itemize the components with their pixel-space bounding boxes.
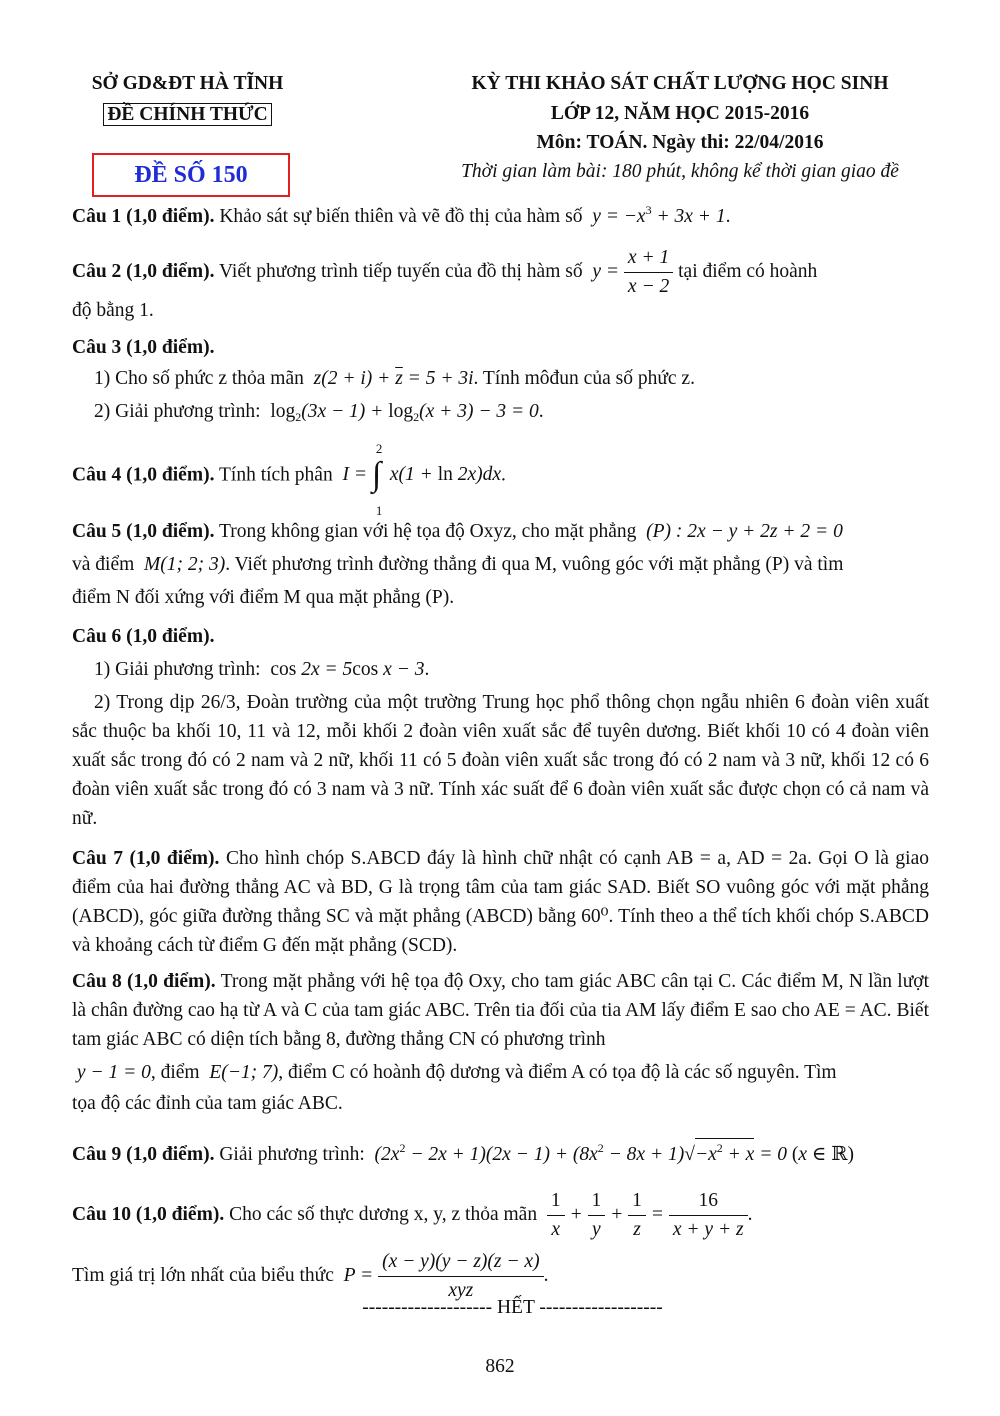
q5-plane-formula: (P) : 2x − y + 2z + 2 = 0 <box>641 521 843 542</box>
q2-label: Câu 2 (1,0 điểm). <box>72 261 215 283</box>
q3-label: Câu 3 (1,0 điểm). <box>72 337 215 358</box>
q5-line-3: điểm N đối xứng với điểm M qua mặt phẳng (P). <box>72 587 455 608</box>
q3-part-2-text: 2) Giải phương trình: <box>94 401 261 422</box>
q1-formula: $y = -x^3 + 3x + 1$ <box>587 203 726 227</box>
q8-label: Câu 8 (1,0 điểm). <box>72 971 216 992</box>
exam-number: ĐỀ SỐ 150 <box>134 161 248 188</box>
exam-title: KỲ THI KHẢO SÁT CHẤT LƯỢNG HỌC SINH <box>471 73 889 94</box>
q3-part-1-text: 1) Cho số phức z thỏa mãn <box>94 368 304 389</box>
q5-label: Câu 5 (1,0 điểm). <box>72 521 215 542</box>
department-name: SỞ GD&ĐT HÀ TĨNH <box>91 73 284 94</box>
question-10: Câu 10 (1,0 điểm). Cho các số thực dương x, y, z thỏa mãn $\frac{1}{x}$ + $\frac{1}{y}$ + $\frac{1}{z}$ = $\frac{16}{x + y + z}$ . <box>72 1187 929 1245</box>
q8-line-cn: y − 1 = 0 <box>72 1062 151 1083</box>
question-9 <box>72 1138 929 1169</box>
q7-text: Cho hình chóp S.ABCD đáy là hình chữ nhật có cạnh AB = a, AD = 2a. Gọi O là giao điểm của hai đường thẳng AC và BD, G là trọng tâm của tam giác SAD. Biết SO vuông góc với mặt phẳng (ABCD), góc giữa đường thẳng SC và mặt phẳng (ABCD) bằng 60⁰. Tính theo a thể tích khối chóp S.ABCD và khoảng cách từ điểm G đến mặt phẳng (SCD). <box>72 848 929 956</box>
q4-text: Tính tích phân <box>218 464 333 486</box>
q8-line-5: tọa độ các đỉnh của tam giác ABC. <box>72 1093 343 1114</box>
q2-text-3: độ bằng 1. <box>72 300 154 321</box>
question-7 <box>72 844 929 960</box>
q3-complex-formula: $z(2 + i) + \overline{z} = 5 + 3i$ <box>308 368 474 389</box>
question-4: Câu 4 (1,0 điểm). Tính tích phân I = 2 ∫ 1 x(1 + ln 2x)dx. <box>72 441 506 518</box>
q9-label: Câu 9 (1,0 điểm). <box>72 1144 215 1165</box>
grade-year: LỚP 12, NĂM HỌC 2015-2016 <box>550 103 810 124</box>
q9-equation: $(2x^2 - 2x + 1)(2x - 1) + (8x^2 - 8x + 1)√-x^2 + x = 0$ (x ∈ ℝ) <box>370 1144 854 1165</box>
q5-point-m: M(1; 2; 3) <box>139 554 226 575</box>
q10-line-2-text: Tìm giá trị lớn nhất của biểu thức <box>72 1265 334 1287</box>
end-marker: -------------------- HẾT ------------------- <box>362 1297 663 1318</box>
q4-label: Câu 4 (1,0 điểm). <box>72 464 215 486</box>
q6-label: Câu 6 (1,0 điểm). <box>72 626 215 647</box>
time-note: Thời gian làm bài: 180 phút, không kể thời gian giao đề <box>461 161 899 182</box>
official-label: ĐỀ CHÍNH THỨC <box>103 103 271 126</box>
q8-line-4 <box>72 1058 929 1087</box>
q10-condition: $\frac{1}{x}$ + $\frac{1}{y}$ + $\frac{1}{z}$ = $\frac{16}{x + y + z}$ <box>542 1204 748 1225</box>
q6-part-2: 2) Trong dịp 26/3, Đoàn trường của một trường Trung học phổ thông chọn ngẫu nhiên 6 đoàn viên xuất sắc thuộc ba khối 10, 11 và 12, mỗi khối 2 đoàn viên xuất sắc để tuyên dương. Biết khối 10 có 4 đoàn viên xuất sắc trong đó có 2 nam và 2 nữ, khối 11 có 5 đoàn viên xuất sắc trong đó có 2 nam và 3 nữ, khối 12 có 6 đoàn viên xuất sắc trong đó có 3 nam và 3 nữ. Tính xác suất để 6 đoàn viên xuất sắc được chọn có cả nam và nữ. <box>72 692 929 829</box>
q3-part-1 <box>94 364 929 393</box>
q2-formula: y = $\frac{x + 1}{x - 2}$ <box>587 261 678 282</box>
q10-label: Câu 10 (1,0 điểm). <box>72 1204 225 1226</box>
question-5 <box>72 517 929 546</box>
q9-text: Giải phương trình: <box>219 1144 365 1165</box>
q10-line-2: Tìm giá trị lớn nhất của biểu thức P = $\frac{(x - y)(y - z)(z - x)}{\text{xyz}}$ . <box>72 1248 929 1306</box>
question-2 <box>72 244 929 302</box>
q10-expression: P = $\frac{(x - y)(y - z)(z - x)}{\text{xyz}}$ <box>339 1265 544 1286</box>
q6-trig-formula: cos 2x = 5cos x − 3 <box>270 659 425 680</box>
exam-number-box <box>92 153 290 197</box>
q2-text-2: tại điểm có hoành <box>678 261 818 283</box>
q8-line-4-b: , điểm <box>150 1062 200 1083</box>
page-number: 862 <box>485 1356 515 1377</box>
q2-text: Viết phương trình tiếp tuyến của đồ thị hàm số <box>218 261 583 283</box>
q8-text: Trong mặt phẳng với hệ tọa độ Oxy, cho tam giác ABC cân tại C. Các điểm M, N lần lượt là chân đường cao hạ từ A và C của tam giác ABC. Trên tia đối của tia AM lấy điểm E sao cho AE = AC. Biết tam giác ABC có diện tích bằng 8, đường thẳng CN có phương trình <box>72 971 930 1050</box>
q5-line-2-b: . Viết phương trình đường thẳng đi qua M, vuông góc với mặt phẳng (P) và tìm <box>225 554 844 575</box>
q1-label: Câu 1 (1,0 điểm). <box>72 206 215 227</box>
q6-part-1: 1) Giải phương trình: cos 2x = 5cos x − 3. <box>94 659 430 680</box>
q10-text: Cho các số thực dương x, y, z thỏa mãn <box>229 1204 538 1226</box>
q5-line-2-a: và điểm <box>72 554 135 575</box>
q8-point-e: E(−1; 7) <box>204 1062 279 1083</box>
q3-part-1-text-b: . Tính môđun của số phức z. <box>473 368 695 389</box>
q6-part-1-text: 1) Giải phương trình: <box>94 659 261 680</box>
q3-log-formula: $\log_2(3x - 1) + \log_2(x + 3) - 3 = 0$ <box>270 401 539 424</box>
subject-date: Môn: TOÁN. Ngày thi: 22/04/2016 <box>536 132 824 153</box>
q3-part-2: 2) Giải phương trình: $\log_2(3x - 1) + \log_2(x + 3) - 3 = 0$. <box>94 401 544 424</box>
q4-integral: I = 2 ∫ 1 x(1 + ln 2x)dx <box>337 441 502 518</box>
official-label-wrap <box>80 104 295 126</box>
q7-label: Câu 7 (1,0 điểm). <box>72 848 220 869</box>
q5-text: Trong không gian với hệ tọa độ Oxyz, cho mặt phẳng <box>218 521 637 542</box>
question-1: Câu 1 (1,0 điểm). Khảo sát sự biến thiên và vẽ đồ thị của hàm số $y = -x^3 + 3x + 1$. <box>72 203 731 227</box>
question-8 <box>72 967 929 1054</box>
q5-line-2 <box>72 550 929 579</box>
q8-line-4-c: , điểm C có hoành độ dương và điểm A có tọa độ là các số nguyên. Tìm <box>278 1062 837 1083</box>
q1-text: Khảo sát sự biến thiên và vẽ đồ thị của hàm số <box>219 206 583 227</box>
